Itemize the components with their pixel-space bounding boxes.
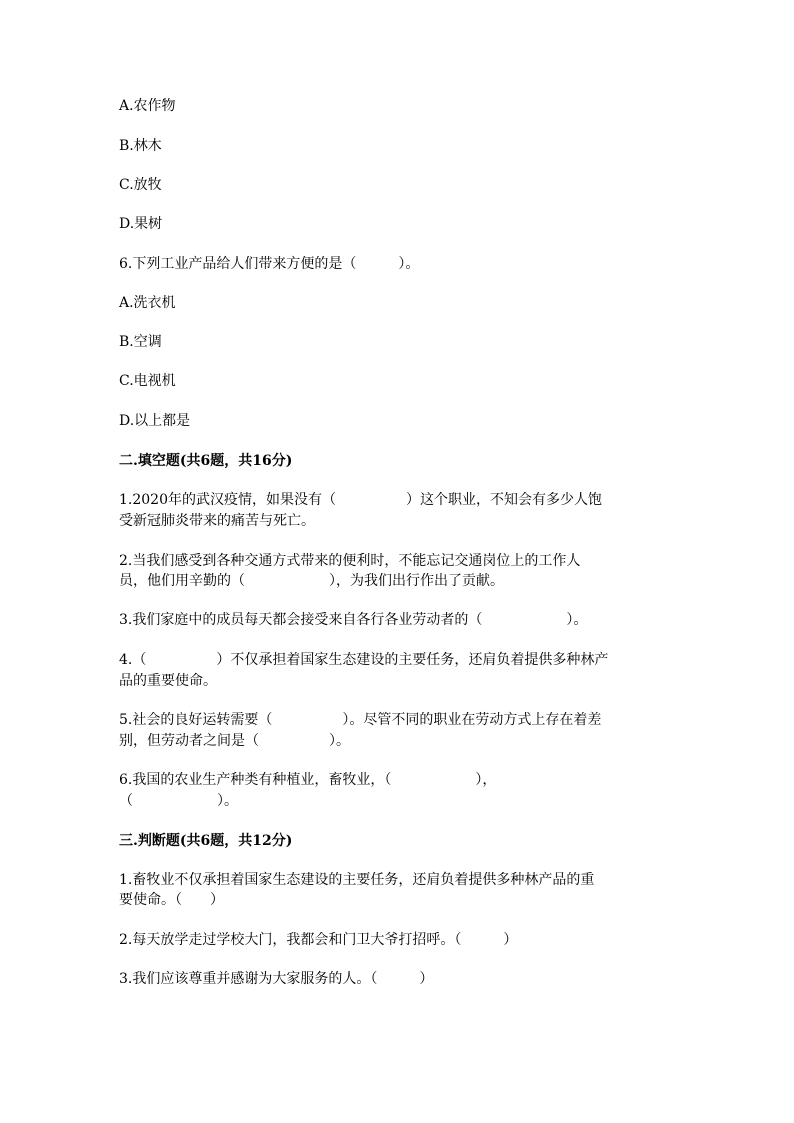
fill-q3: 3.我们家庭中的成员每天都会接受来自各行各业劳动者的（ ）。	[119, 612, 588, 628]
fill-q6-line1: 6.我国的农业生产种类有种植业，畜牧业，（ ），	[119, 772, 497, 788]
option-a-crops: A.农作物	[119, 98, 176, 114]
q6-option-a: A.洗衣机	[119, 295, 176, 311]
section-2-heading: 二.填空题(共6题，共16分)	[119, 453, 293, 469]
judge-q2: 2.每天放学走过学校大门，我都会和门卫大爷打招呼。（ ）	[119, 932, 518, 948]
fill-q6-line2: （ ）。	[119, 793, 238, 809]
option-b-forest: B.林木	[119, 138, 162, 154]
q6-option-c: C.电视机	[119, 373, 176, 389]
fill-q5-line2: 别，但劳动者之间是（ ）。	[119, 733, 350, 749]
section-3-heading: 三.判断题(共6题，共12分)	[119, 833, 293, 849]
fill-q2-line2: 员，他们用辛勤的（ ），为我们出行作出了贡献。	[119, 573, 504, 589]
judge-q1-line1: 1.畜牧业不仅承担着国家生态建设的主要任务，还肩负着提供多种林产品的重	[119, 872, 595, 888]
fill-q4-line2: 品的重要使命。	[119, 673, 217, 689]
judge-q1-line2: 要使命。（ ）	[119, 892, 224, 908]
question-6-stem: 6.下列工业产品给人们带来方便的是（ ）。	[119, 256, 420, 272]
option-c-grazing: C.放牧	[119, 177, 162, 193]
fill-q1-line1: 1.2020年的武汉疫情，如果没有（ ）这个职业，不知会有多少人饱	[119, 492, 602, 508]
fill-q2-line1: 2.当我们感受到各种交通方式带来的便利时，不能忘记交通岗位上的工作人	[119, 553, 581, 569]
fill-q4-line1: 4.（ ）不仅承担着国家生态建设的主要任务，还肩负着提供多种林产	[119, 652, 609, 668]
fill-q1-line2: 受新冠肺炎带来的痛苦与死亡。	[119, 513, 315, 529]
option-d-fruit-trees: D.果树	[119, 216, 163, 232]
q6-option-b: B.空调	[119, 334, 162, 350]
q6-option-d: D.以上都是	[119, 413, 191, 429]
judge-q3: 3.我们应该尊重并感谢为大家服务的人。（ ）	[119, 971, 434, 987]
fill-q5-line1: 5.社会的良好运转需要（ ）。尽管不同的职业在劳动方式上存在着差	[119, 712, 602, 728]
